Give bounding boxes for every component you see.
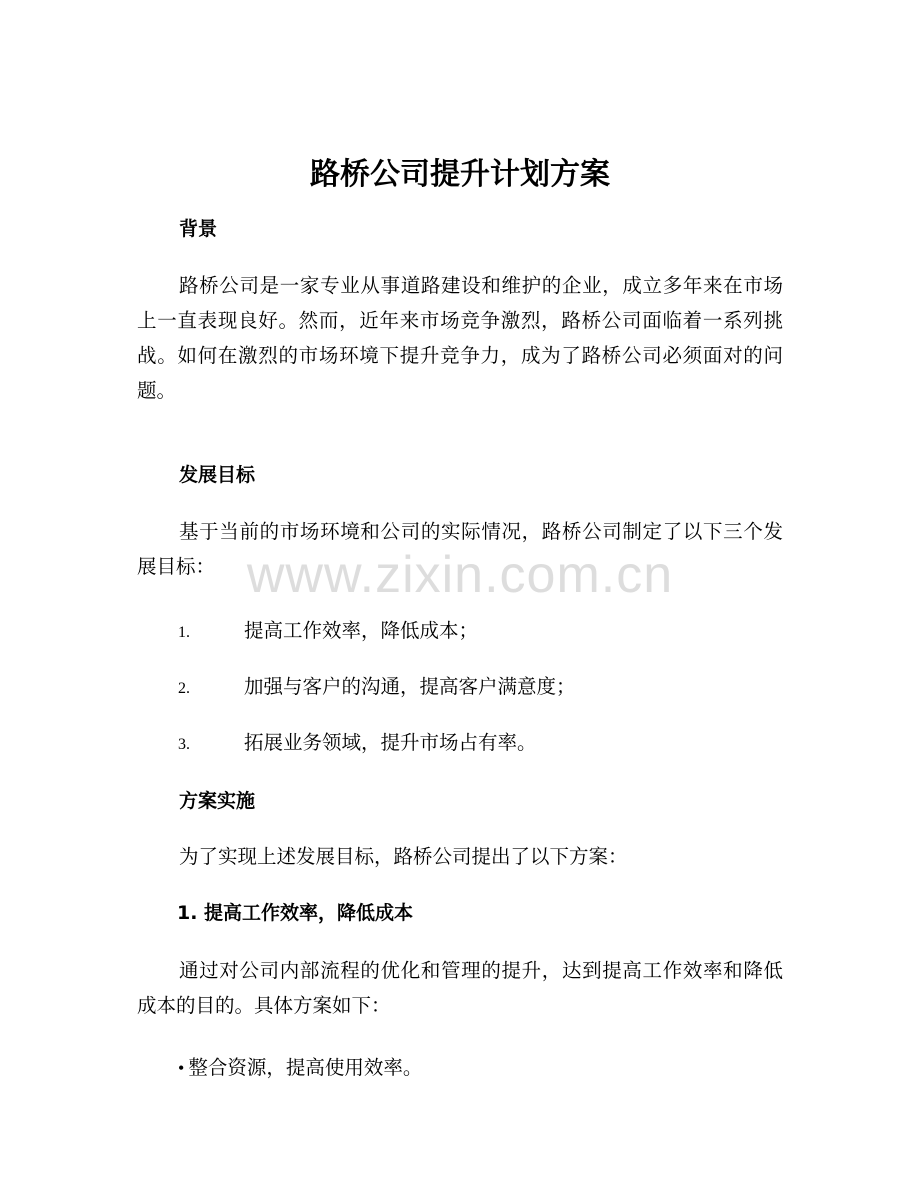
list-number: 2. (178, 680, 190, 697)
goal-list-item (178, 672, 576, 704)
section-heading-implementation: 方案实施 (179, 790, 256, 812)
efficiency-paragraph: 通过对公司内部流程的优化和管理的提升，达到提高工作效率和降低成本的目的。具体方案如下： (137, 959, 783, 1017)
document-title: 路桥公司提升计划方案 (310, 157, 610, 192)
watermark: www.zixin.com.cn (246, 546, 674, 604)
bullet-icon: • (178, 1058, 185, 1078)
implementation-intro: 为了实现上述发展目标，路桥公司提出了以下方案： (179, 845, 628, 868)
section-heading-goals: 发展目标 (179, 464, 256, 486)
goals-paragraph: 基于当前的市场环境和公司的实际情况，路桥公司制定了以下三个发展目标： (137, 520, 783, 578)
subsection-heading-efficiency: 1. 提高工作效率，降低成本 (177, 902, 414, 924)
goal-list-item (178, 616, 478, 648)
list-text: 提高工作效率，降低成本； (244, 619, 479, 642)
list-text: 加强与客户的沟通，提高客户满意度； (244, 675, 576, 698)
list-number: 1. (178, 624, 190, 641)
goal-list-item (178, 728, 537, 760)
section-heading-background: 背景 (179, 218, 218, 240)
bullet-text: 整合资源，提高使用效率。 (188, 1056, 423, 1079)
list-text: 拓展业务领域，提升市场占有率。 (244, 731, 537, 754)
list-number: 3. (178, 736, 190, 753)
background-paragraph: 路桥公司是一家专业从事道路建设和维护的企业，成立多年来在市场上一直表现良好。然而，近年来市场竞争激烈，路桥公司面临着一系列挑战。如何在激烈的市场环境下提升竞争力，成为了路桥公司必须面对的问题。 (137, 274, 783, 402)
bullet-item (178, 1053, 422, 1083)
